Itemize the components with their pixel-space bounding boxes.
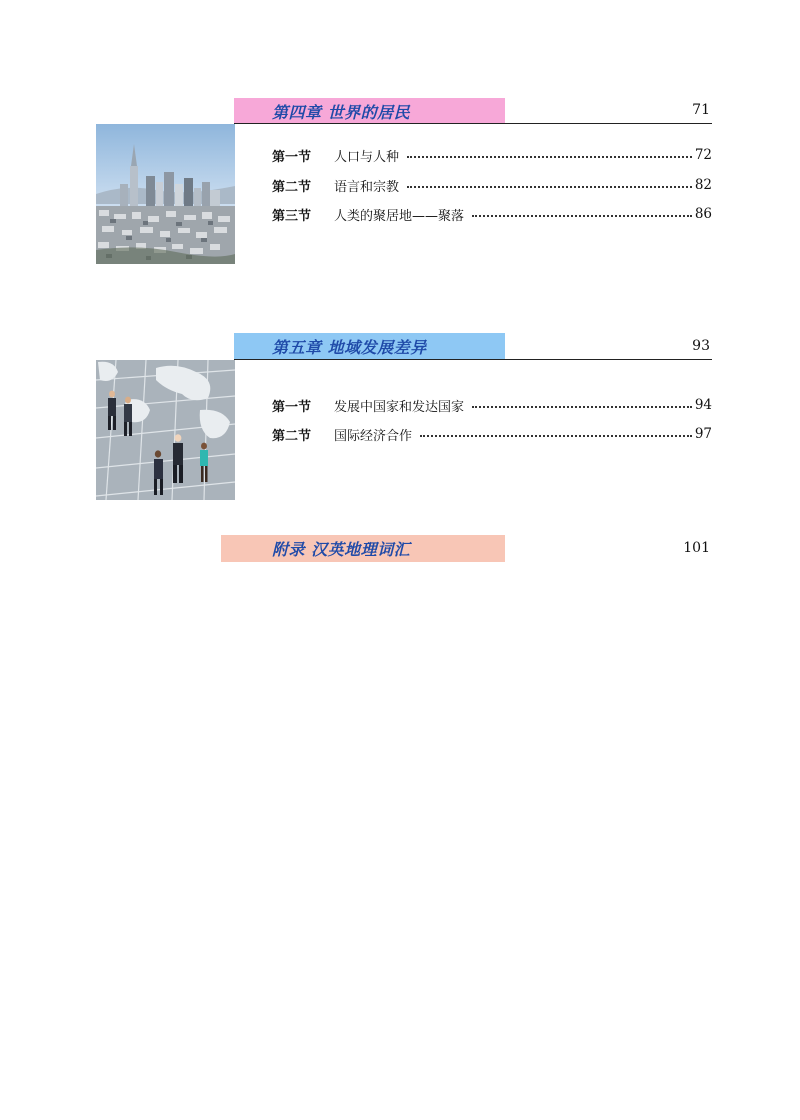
section-page: 97 bbox=[694, 426, 712, 442]
section-title: 国际经济合作 bbox=[334, 428, 413, 444]
section-title: 发展中国家和发达国家 bbox=[334, 399, 465, 415]
toc-row[interactable] bbox=[272, 424, 712, 444]
appendix-title bbox=[221, 535, 505, 562]
chapter-5-rule bbox=[234, 359, 712, 360]
city-skyline-icon bbox=[96, 124, 235, 264]
section-number: 第二节 bbox=[272, 428, 312, 444]
section-page: 72 bbox=[694, 147, 712, 163]
appendix-page: 101 bbox=[683, 540, 710, 556]
chapter-5-title bbox=[234, 333, 505, 359]
appendix-title-text: 附录 汉英地理词汇 bbox=[272, 540, 411, 559]
dot-leader bbox=[472, 406, 692, 408]
chapter-4-title-text: 第四章 世界的居民 bbox=[272, 102, 411, 122]
section-number: 第三节 bbox=[272, 208, 312, 224]
toc-row[interactable] bbox=[272, 395, 712, 415]
toc-row[interactable] bbox=[272, 175, 712, 195]
dot-leader bbox=[407, 186, 692, 188]
business-people-icon bbox=[96, 360, 235, 500]
chapter-5-title-text: 第五章 地域发展差异 bbox=[272, 337, 427, 357]
section-number: 第二节 bbox=[272, 179, 312, 195]
section-page: 94 bbox=[694, 397, 712, 413]
chapter-4-page: 71 bbox=[692, 102, 710, 118]
toc-row[interactable] bbox=[272, 145, 712, 165]
dot-leader bbox=[407, 156, 692, 158]
section-page: 86 bbox=[694, 206, 712, 222]
chapter-4-rule bbox=[234, 123, 712, 124]
business-people-on-map-photo bbox=[96, 360, 235, 500]
chapter-4-title bbox=[234, 98, 505, 124]
toc-row[interactable] bbox=[272, 204, 712, 224]
section-title: 人口与人种 bbox=[334, 149, 400, 165]
section-title: 人类的聚居地——聚落 bbox=[334, 208, 465, 224]
section-number: 第一节 bbox=[272, 149, 312, 165]
section-title: 语言和宗教 bbox=[334, 179, 400, 195]
dot-leader bbox=[420, 435, 692, 437]
city-skyline-photo bbox=[96, 124, 235, 264]
section-page: 82 bbox=[694, 177, 712, 193]
dot-leader bbox=[472, 215, 692, 217]
chapter-5-page: 93 bbox=[692, 338, 710, 354]
section-number: 第一节 bbox=[272, 399, 312, 415]
